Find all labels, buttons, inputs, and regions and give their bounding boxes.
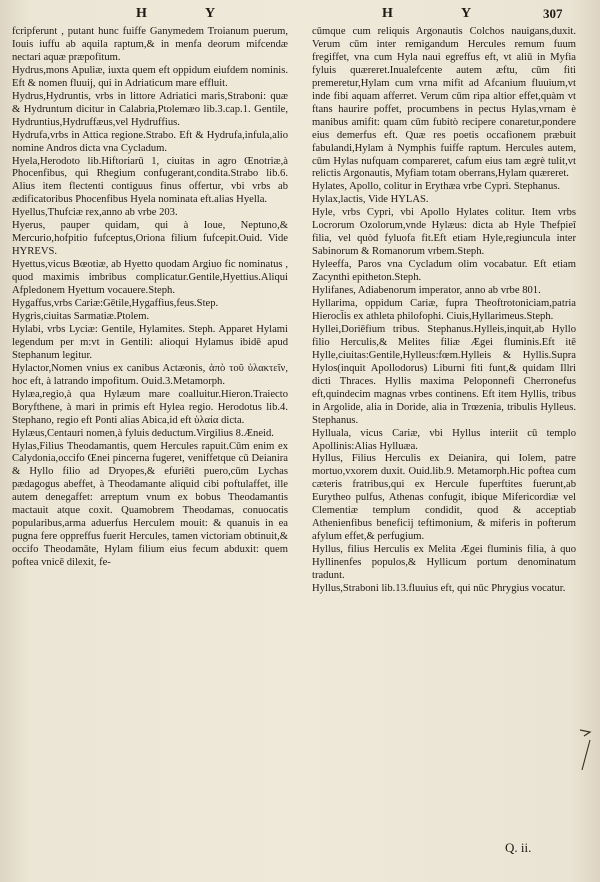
- dictionary-entry: Hyllei,Doriēfium tribus. Stephanus.Hylleis,inquit,ab Hyllo filio Herculis,& Melites filiæ Ægei fluminis.Eft itē Hylle,ciuitas:Gentile,Hylleus:fœm.Hylleis & Hyllis.Supra Hylos(inquit Apollodorus) Liburni fiti funt,& quidam Illri dicti Thraces. Hyllis maxima Peloponnefi Cherronefus eft,quindecim magnas vrbes continens. Eft item Hyllis, tribus in Argolide, alia in Doride, alia in Trœzenia, tribulis Hylleus. Stephanus.: [312, 323, 576, 426]
- header-letter-right-1: H: [382, 6, 393, 21]
- dictionary-entry: Hylas,Filius Theodamantis, quem Hercules rapuit.Cūm enim ex Calydonia,occifo Œnei pincerna fugeret, veniffetque cū Deianira & Hyllo filio ad Dryopes,& efuriēti puero,cūm Lychas pædagogus abeffet, à Theodamante aliquid cibi poftulaffet, ille autem denegaffet: arreptum vnum ex bobus Theodamantis mactauit atque coxit. Quamobrem Theodamas, conuocatis popularibus,arma aduerfus Herculem mouit: & quanuis in ea pugna fere oppreffus fuerit Hercules, tamen victoriam obtinuit,& occifo Theodamāte, Hylam filium eius fecum abduxit: quem poftea vnicē dilexit, fe-: [12, 440, 288, 569]
- left-column: [12, 26, 288, 876]
- header-letter-right-2: Y: [461, 6, 472, 21]
- dictionary-entry: Hygris,ciuitas Sarmatiæ.Ptolem.: [12, 310, 150, 322]
- dictionary-entry: Hydrus,mons Apuliæ, iuxta quem eft oppidum eiufdem nominis. Eft & nomen fluuij, qui in Adriaticum mare effluit.: [12, 64, 288, 89]
- dictionary-entry: Hygaffus,vrbs Cariæ:Gētile,Hygaffius,feus.Step.: [12, 298, 219, 310]
- dictionary-entry: Hyllus, Filius Herculis ex Deianira, qui Iolem, patre mortuo,vxorem duxit. Ouid.lib.9. Metamorph.Hic poftea cum cæteris fratribus,qui ex Hercule fuperftites fuerunt,ab Eurytheo pulfus, Athenas confugit, ibique Mifericordiæ vel Clementiæ templum condidit, quod & acceptiab Athenienfibus beneficij teftimonium, & miferis in pofterum afylum effet,& perfugium.: [312, 453, 576, 543]
- dictionary-entry: Hyellus,Thufciæ rex,anno ab vrbe 203.: [12, 207, 178, 219]
- header-letter-left-2: Y: [205, 6, 216, 21]
- header-letter-left-1: H: [136, 6, 147, 21]
- dictionary-entry: Hylæus,Centauri nomen,à fyluis deductum.Virgilius 8.Æneid.: [12, 427, 274, 439]
- dictionary-entry: Hyle, vrbs Cypri, vbi Apollo Hylates colitur. Item vrbs Locrorum Ozolorum,vnde Hylæus: dicta ab Hyle Thefpieī filia, vel quòd fyluofa fit.Eft etiam Hyle,regiuncula inter Sabinorum & Romanorum vrbem.Steph.: [312, 207, 576, 258]
- dictionary-entry: Hylactor,Nomen vnius ex canibus Actæonis, ἀπὸ τοῦ ὑλακτεῖν, hoc eft, à latrando impofitum. Ouid.3.Metamorph.: [12, 362, 288, 387]
- right-column: [312, 26, 576, 876]
- dictionary-entry: fcripferunt , putant hunc fuiffe Ganymedem Troianum puerum, Iouis iuffu ab aquila raptum,& in menfa deorum mifcendæ nectari aquæ præpofitum.: [12, 26, 288, 63]
- dictionary-entry: Hylabi, vrbs Lyciæ: Gentile, Hylamites. Steph. Apparet Hylami legendum per m:vt in Gentili: alioqui Hylamus ibidē apud Stephanum legitur.: [12, 323, 288, 361]
- dictionary-entry: Hyettus,vicus Bœotiæ, ab Hyetto quodam Argiuo fic nominatus , quod maximis imbribus complicatur.Gentile,Hyettius.Aliqui Afpledonem Hyettum vocauere.Steph.: [12, 259, 288, 297]
- dictionary-entry: Hylates, Apollo, colitur in Erythæa vrbe Cypri. Stephanus.: [312, 181, 561, 193]
- dictionary-entry: Hyllus, filius Herculis ex Melita Ægei fluminis filia, à quo Hyllinenfes populos,& Hyllicum portum denominatum tradunt.: [312, 544, 576, 582]
- dictionary-entry: Hyela,Herodoto lib.Hiftoriarū 1, ciuitas in agro Œnotriæ,à Phocenfibus, qui Rhegium confugerant,condita.Strabo lib.6. Alius item flectenti contiguus finus offertur, vbi vrbs ab ædificatoribus Phocenfibus Hyela nominata eft.alias Hyella.: [12, 155, 288, 206]
- catchword: Q. ii.: [505, 840, 532, 855]
- dictionary-entry: Hylluala, vicus Cariæ, vbi Hyllus interiit cū templo Apollinis:Alias Hylluæa.: [312, 427, 576, 452]
- dictionary-entry: Hyerus, pauper quidam, qui à Ioue, Neptuno,& Mercurio,hofpitio fufceptus,Oriona filium fufcepit.Ouid. Vide HYREVS.: [12, 220, 288, 258]
- dictionary-entry: cūmque cum reliquis Argonautis Colchos nauigans,duxit. Verum cūm inter remigandum Hercules remum fuum fregiffet, vna cum Hyla naui egreffus eft, vt aliū in Myfia fyluis quæreret.Inualefcente autem æftu, cūm fiti premeretur,Hylam cum vrna mifit ad Afcanium fluuium,vt inde fibi aquam afferret. Verum cūm ripa altior effet,quàm vt ftans haurire poffet, procumbens in pectus Hylas,vrnam è manibus amifit: quam cūm fubitò recipere conaretur,pondere eius demerfus eft. Quæ res poetis occafionem præbuit fabulandi,Hylam à Nymphis fuiffe raptum. Hercules autem, cūm Hylas nufquam compareret, cafum eius tam ægrè tulit,vt relictis Argonautis, Myfiam totam oberrans,Hylam quæreret.: [312, 26, 576, 180]
- dictionary-entry: Hylax,lactis, Vide HYLAS.: [312, 194, 429, 206]
- dictionary-entry: Hyllarima, oppidum Cariæ, fupra Theoftrotoniciam,patria Hierocl̄is ex athleta philofophi. Ciuis,Hyllarimeus.Steph.: [312, 298, 576, 322]
- dictionary-entry: Hydrufa,vrbs in Attica regione.Strabo. Eft & Hydrufa,infula,alio nomine Andros dicta vna Cycladum.: [12, 129, 288, 154]
- dictionary-entry: Hyleeffa, Paros vna Cycladum olim vocabatur. Eft etiam Zacynthi epitheton.Steph.: [312, 259, 576, 284]
- handwritten-margin-mark: [578, 726, 594, 774]
- dictionary-entry: Hydrus,Hydruntis, vrbs in littore Adriatici maris,Straboni: quæ & Hydruntum dicitur in Calabria,Ptolemæo lib.3.cap.1. Gentile, Hydruntius,Hydruffæus,vel Hydruffius.: [12, 90, 288, 128]
- page-number: 307: [543, 6, 563, 21]
- running-header: [0, 4, 600, 24]
- dictionary-entry: Hyllus,Straboni lib.13.fluuius eft, qui nūc Phrygius vocatur.: [312, 582, 566, 594]
- dictionary-entry: Hylifanes, Adiabenorum imperator, anno ab vrbe 801.: [312, 285, 541, 297]
- dictionary-entry: Hylæa,regio,à qua Hylæum mare coalluitur.Hieron.Traiecto Boryfthene, à mari in primis eft Hylea regio. Herodotus lib.4. Stephano, regio eft Ponti alias Abica,id eft ὑλαία dicta.: [12, 388, 288, 426]
